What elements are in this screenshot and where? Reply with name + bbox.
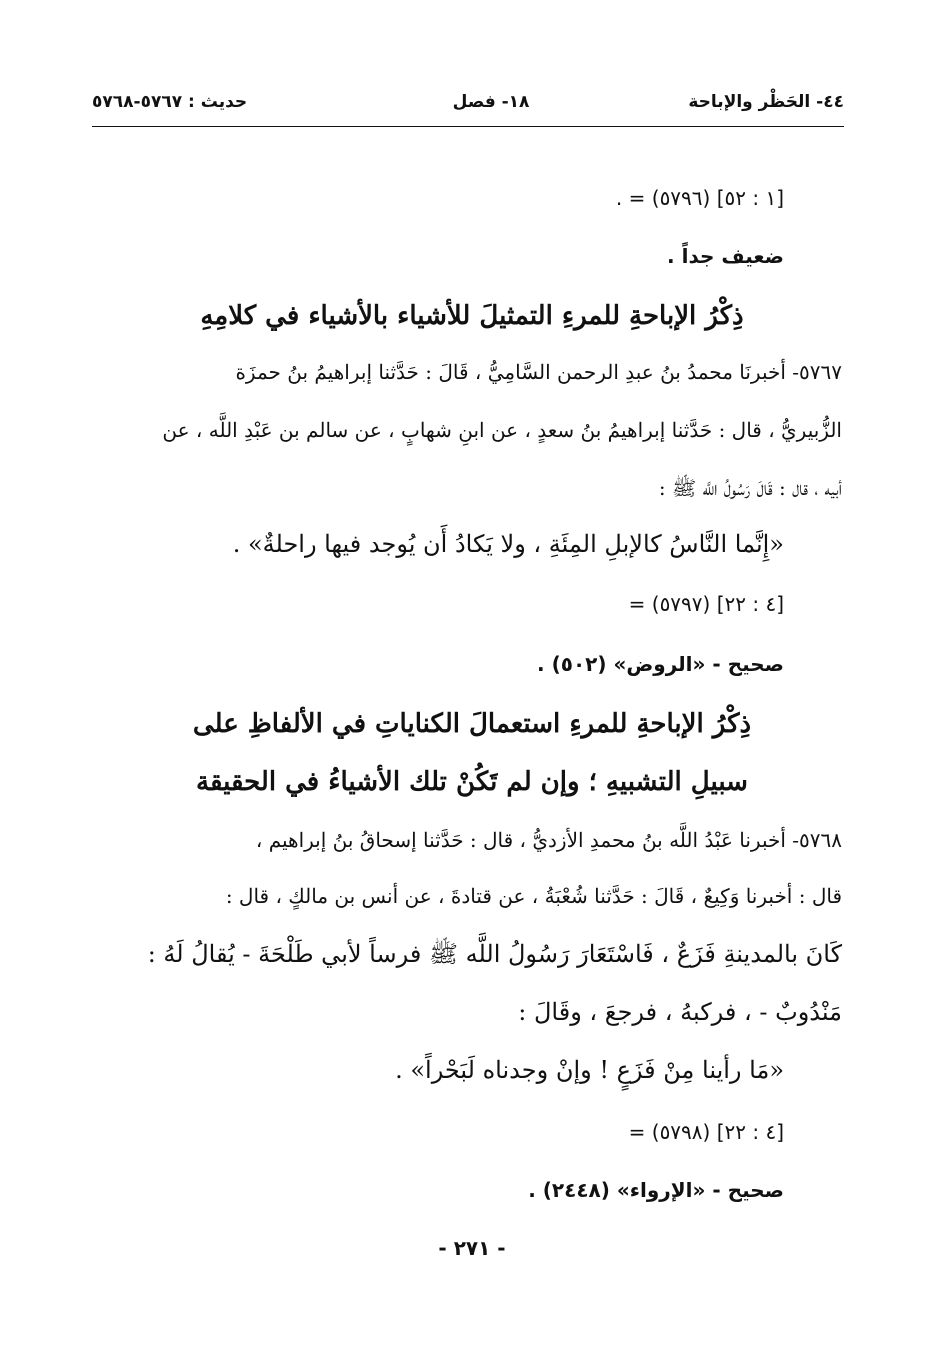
header-book-title: ٤٤- الحَظْر والإباحة: [688, 92, 844, 112]
isnad-line: أبيه ، قال : قَالَ رَسُولُ اللَّه ﷺ :: [658, 476, 842, 500]
isnad-line: ٥٧٦٨- أخبرنا عَبْدُ اللَّه بنُ محمدِ الأزديُّ ، قال : حَدَّثنا إسحاقُ بنُ إبراهيم ،: [255, 828, 842, 852]
hadith-text: كَانَ بالمدينةِ فَزَعٌ ، فَاسْتَعَارَ رَسُولُ اللَّه ﷺ فرساً لأبي طَلْحَةَ - يُقالُ لَهُ :: [147, 940, 842, 968]
chapter-heading: ذِكْرُ الإباحةِ للمرءِ استعمالَ الكناياتِ في الألفاظِ على: [192, 709, 752, 739]
running-header: [92, 86, 844, 122]
header-rule: [92, 126, 844, 127]
header-section: ١٨- فصل: [452, 92, 530, 112]
hadith-grade: صحيح - «الإرواء» (٢٤٤٨) .: [528, 1178, 784, 1202]
isnad-line: ٥٧٦٧- أخبرنَا محمدُ بنُ عبدِ الرحمن السَّامِيُّ ، قَالَ : حَدَّثنا إبراهيمُ بنُ حمزَة: [235, 360, 842, 384]
chapter-heading: سبيلِ التشبيهِ ؛ وإن لم تَكُنْ تلك الأشياءُ في الحقيقة: [196, 767, 748, 797]
hadith-grade: ضعيف جداً .: [667, 244, 784, 268]
cross-reference: = (٥٧٩٨) [٤ : ٢٢]: [628, 1120, 784, 1144]
hadith-text: «مَا رأينا مِنْ فَزَعٍ ! وإنْ وجدناه لَبَحْراً» .: [395, 1056, 784, 1084]
cross-reference: = (٥٧٩٧) [٤ : ٢٢]: [628, 592, 784, 616]
hadith-text: مَنْدُوبٌ - ، فركبهُ ، فرجعَ ، وقَالَ :: [518, 998, 842, 1026]
hadith-text: «إِنَّما النَّاسُ كالإبلِ المِئَةِ ، ولا يَكادُ أَن يُوجد فيها راحلةٌ» .: [232, 530, 784, 558]
header-hadith-range: حديث : ٥٧٦٧-٥٧٦٨: [92, 92, 248, 112]
cross-reference: . = (٥٧٩٦) [١ : ٥٢]: [615, 186, 784, 210]
isnad-line: الزُّبيريُّ ، قال : حَدَّثنا إبراهيمُ بنُ سعدٍ ، عن ابنِ شهابٍ ، عن سالم بن عَبْدِ اللَّه ، عن: [162, 418, 842, 442]
hadith-grade: صحيح - «الروض» (٥٠٢) .: [537, 652, 784, 676]
isnad-line: قال : أخبرنا وَكِيعٌ ، قَالَ : حَدَّثنا شُعْبَةُ ، عن قتادةَ ، عن أنس بن مالكٍ ، قال :: [225, 884, 842, 908]
chapter-heading: ذِكْرُ الإباحةِ للمرءِ التمثيلَ للأشياء بالأشياء في كلامِهِ: [200, 301, 744, 331]
page-number: - ٢٧١ -: [438, 1236, 506, 1260]
